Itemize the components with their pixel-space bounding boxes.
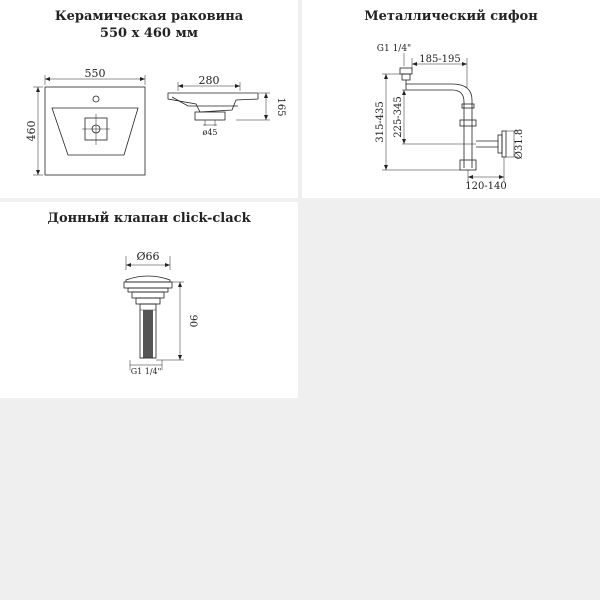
sink-depth-dimension xyxy=(25,87,43,175)
sink-width-dimension xyxy=(45,67,145,85)
siphon-bottom-dim-label: 120-140 xyxy=(465,181,507,192)
sink-side-height-label: 165 xyxy=(275,97,286,117)
valve-thread-label: G1 1/4" xyxy=(130,367,162,376)
sink-side-view xyxy=(168,93,258,137)
siphon-outer-height-dimension xyxy=(375,74,460,170)
empty-panel xyxy=(302,202,600,398)
sink-depth-label: 460 xyxy=(25,120,38,142)
sink-subtitle: 550 х 460 мм xyxy=(99,26,199,41)
siphon-inner-height-label: 225-345 xyxy=(393,96,404,138)
sink-drain-label: ø45 xyxy=(202,128,218,137)
valve-height-dimension xyxy=(156,282,198,360)
sink-drawing xyxy=(0,0,298,198)
valve-diameter-dimension xyxy=(126,250,170,270)
sink-side-width-dimension xyxy=(178,74,240,91)
valve-body xyxy=(124,276,172,358)
siphon-pipe-dimension xyxy=(506,129,525,159)
siphon-pipe-label: Ø31.8 xyxy=(514,128,525,160)
siphon-bottom-dimension xyxy=(465,157,507,192)
valve-height-label: 90 xyxy=(187,314,198,328)
siphon-panel xyxy=(302,0,600,198)
siphon-drawing xyxy=(302,0,600,198)
sink-side-width-label: 280 xyxy=(198,74,220,87)
siphon-top-dimension xyxy=(412,54,467,88)
valve-title: Донный клапан click-clack xyxy=(47,211,251,226)
siphon-body xyxy=(400,68,506,170)
sink-width-label: 550 xyxy=(84,67,106,80)
valve-diameter-label: Ø66 xyxy=(136,250,160,263)
siphon-outer-height-label: 315-435 xyxy=(375,101,386,143)
siphon-title: Металлический сифон xyxy=(364,9,538,24)
siphon-top-dim-label: 185-195 xyxy=(419,54,461,65)
sink-panel xyxy=(0,0,298,198)
siphon-thread-label: G1 1/4" xyxy=(376,44,412,54)
sink-side-height-dimension xyxy=(236,93,286,120)
valve-thread-dimension xyxy=(130,360,162,376)
valve-panel xyxy=(0,202,298,398)
sink-top-view xyxy=(45,87,145,175)
valve-drawing xyxy=(0,202,298,398)
sink-title: Керамическая раковина xyxy=(54,9,244,24)
